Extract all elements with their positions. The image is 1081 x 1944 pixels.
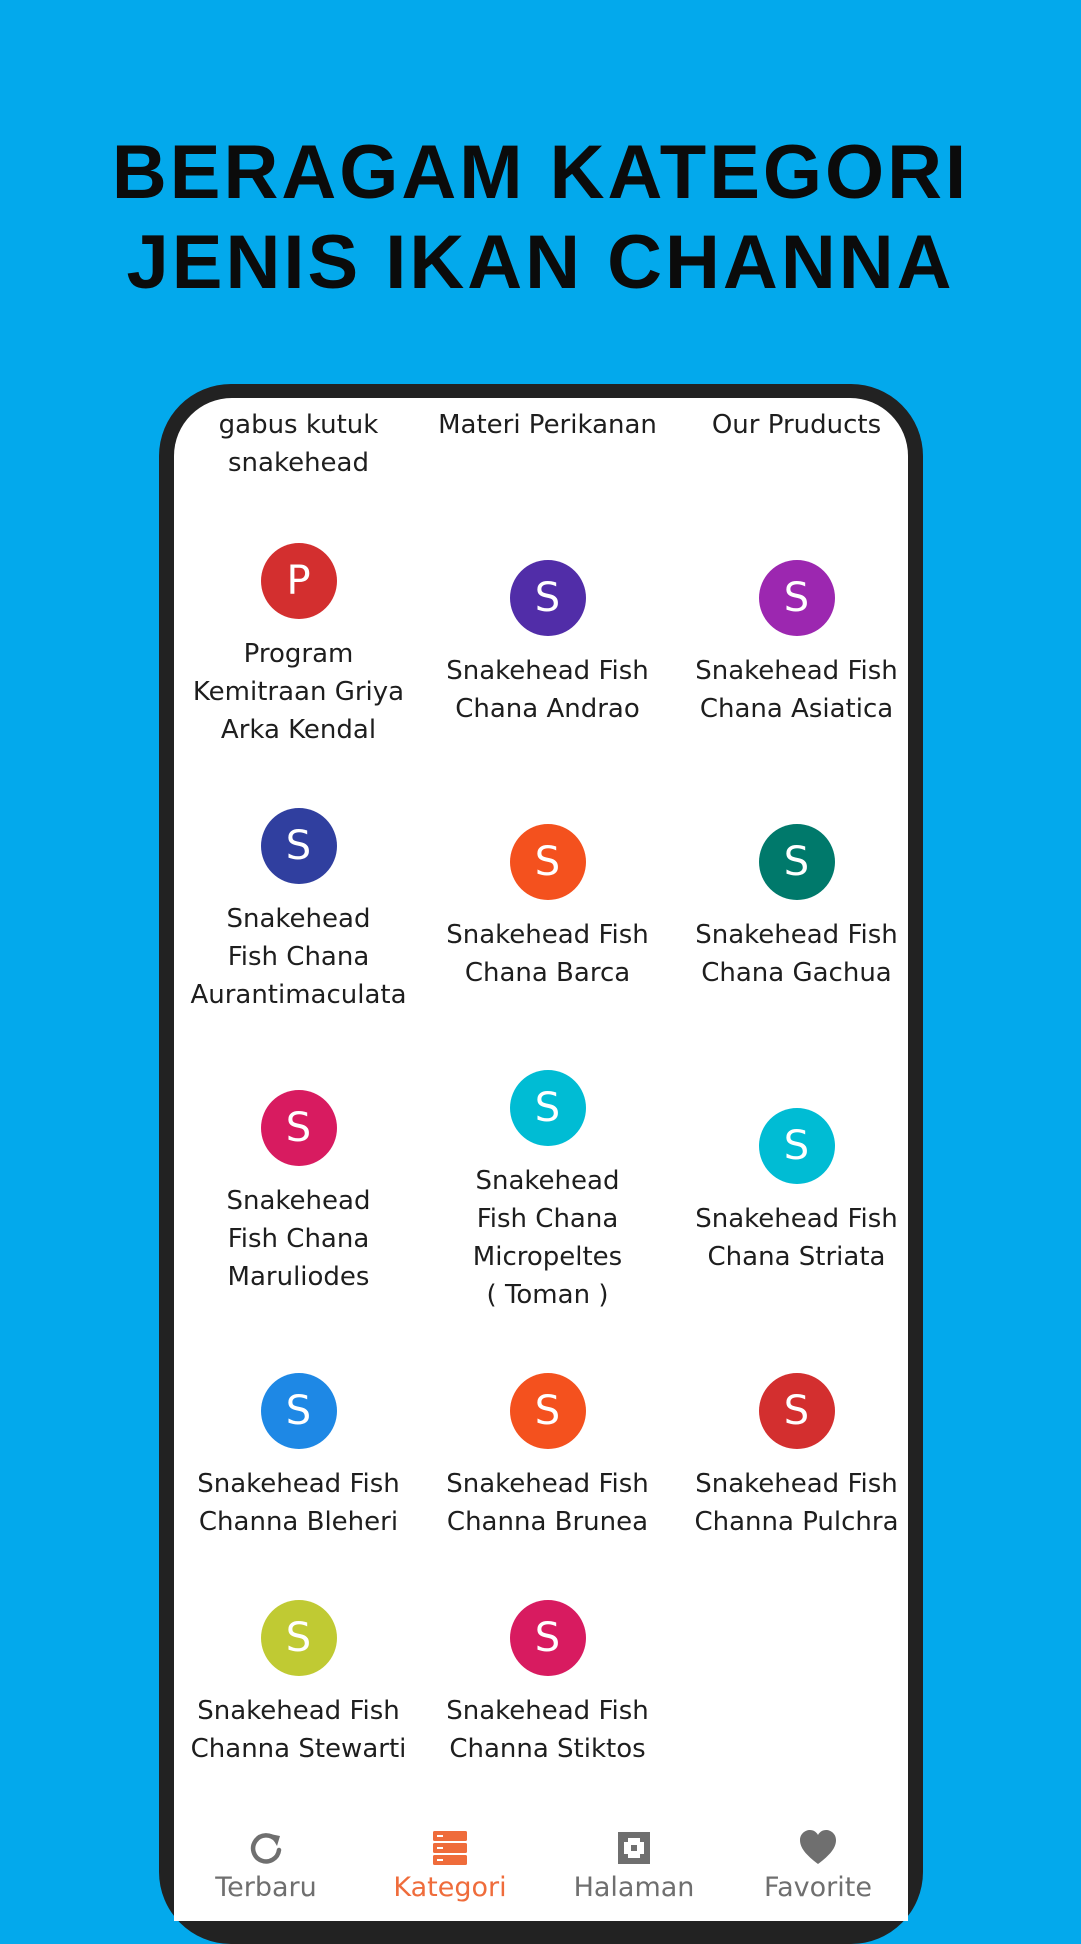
category-avatar: S: [759, 824, 835, 900]
category-avatar: S: [759, 1108, 835, 1184]
category-label: Snakehead Fish Chana Striata: [695, 1204, 898, 1272]
category-avatar: S: [261, 1373, 337, 1449]
nav-item-terbaru[interactable]: [174, 1810, 358, 1921]
nav-label-terbaru: Terbaru: [215, 1872, 317, 1903]
category-item[interactable]: [174, 808, 423, 1014]
category-label: Snakehead Fish Chana Micropeltes ( Toman ): [472, 1166, 623, 1310]
category-avatar: S: [510, 1070, 586, 1146]
category-item[interactable]: [672, 824, 908, 992]
category-label: Snakehead Fish Chana Barca: [446, 920, 649, 988]
category-label: Snakehead Fish Channa Bleheri: [197, 1469, 400, 1537]
partial-category-row: [174, 406, 908, 486]
category-label: Snakehead Fish Channa Stewarti: [190, 1696, 407, 1764]
category-avatar: S: [510, 1373, 586, 1449]
category-label: Snakehead Fish Channa Pulchra: [694, 1469, 899, 1537]
heart-icon: [798, 1828, 838, 1868]
category-label-our-products[interactable]: Our Pruducts: [711, 410, 882, 440]
promo-headline: [0, 128, 1081, 308]
category-item[interactable]: [174, 1090, 423, 1296]
headline-line-1: BERAGAM KATEGORI: [111, 130, 970, 215]
category-item[interactable]: [423, 1600, 672, 1768]
nav-label-halaman: Halaman: [573, 1872, 695, 1903]
category-avatar: S: [261, 1090, 337, 1166]
category-label-materi-perikanan[interactable]: Materi Perikanan: [438, 410, 657, 440]
category-label-gabus-kutuk[interactable]: gabus kutuk snakehead: [218, 410, 379, 478]
category-item[interactable]: [174, 1373, 423, 1541]
category-avatar: S: [510, 824, 586, 900]
category-avatar: S: [510, 1600, 586, 1676]
refresh-icon: [246, 1828, 286, 1868]
category-avatar: P: [261, 543, 337, 619]
category-avatar: S: [510, 560, 586, 636]
category-avatar: S: [261, 808, 337, 884]
category-label: Program Kemitraan Griya Arka Kendal: [192, 639, 405, 745]
category-label: Snakehead Fish Channa Stiktos: [446, 1696, 649, 1764]
category-item[interactable]: [423, 824, 672, 992]
category-avatar: S: [261, 1600, 337, 1676]
category-item[interactable]: [174, 543, 423, 749]
category-label: Snakehead Fish Chana Maruliodes: [226, 1186, 371, 1292]
category-item[interactable]: [672, 560, 908, 728]
nav-item-kategori[interactable]: [358, 1810, 542, 1921]
category-label: Snakehead Fish Chana Asiatica: [695, 656, 898, 724]
nav-label-kategori: Kategori: [393, 1872, 507, 1903]
category-label: Snakehead Fish Chana Aurantimaculata: [190, 904, 407, 1010]
category-item[interactable]: [672, 1108, 908, 1276]
category-item[interactable]: [423, 560, 672, 728]
nav-item-favorite[interactable]: [726, 1810, 908, 1921]
bottom-navigation: [174, 1810, 908, 1921]
category-list-icon: [430, 1828, 470, 1868]
pages-icon: [614, 1828, 654, 1868]
category-avatar: S: [759, 1373, 835, 1449]
category-label: Snakehead Fish Channa Brunea: [446, 1469, 649, 1537]
category-item[interactable]: [174, 1600, 423, 1768]
headline-line-2: JENIS IKAN CHANNA: [126, 220, 955, 305]
category-label: Snakehead Fish Chana Andrao: [446, 656, 649, 724]
phone-screen: [174, 398, 908, 1921]
nav-item-halaman[interactable]: [542, 1810, 726, 1921]
category-avatar: S: [759, 560, 835, 636]
category-item[interactable]: [672, 1373, 908, 1541]
nav-label-favorite: Favorite: [764, 1872, 872, 1903]
category-item[interactable]: [423, 1373, 672, 1541]
category-item[interactable]: [423, 1070, 672, 1314]
category-label: Snakehead Fish Chana Gachua: [695, 920, 898, 988]
